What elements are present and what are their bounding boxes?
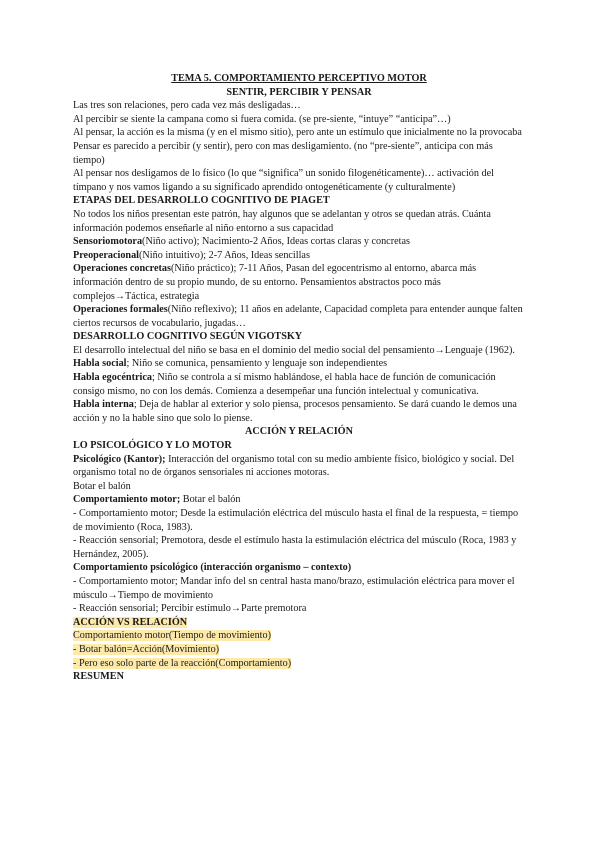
stage-term: Operaciones formales — [73, 304, 168, 316]
intro-line-5: Al pensar nos desligamos de lo físico (lo que “significa” un sonido filogenéticamente)… activación del tímpano y nos vamos ligando a su significado aprendido ontogenéticamente (y culturalmente) — [73, 168, 494, 193]
vs-item-text: - Botar balón=Acción(Movimiento) — [73, 643, 220, 655]
motor-term: Comportamiento motor; — [73, 494, 181, 506]
psico-item-2: - Reacción sensorial; Percibir estímulo→Parte premotora — [73, 603, 307, 615]
heading-psicologico-motor: LO PSICOLÓGICO Y LO MOTOR — [73, 440, 232, 452]
heading-accion-relacion: ACCIÓN Y RELACIÓN — [245, 426, 353, 438]
vs-item-3 — [73, 657, 525, 671]
intro-line-4: Pensar es parecido a percibir (y sentir), pero con mas desligamiento. (no “pre-siente”, anticipa con más tiempo) — [73, 140, 493, 166]
psico-term: Psicológico (Kantor); — [73, 453, 166, 465]
vs-item-text: Comportamiento motor(Tiempo de movimiento) — [73, 630, 271, 642]
heading-piaget: ETAPAS DEL DESARROLLO COGNITIVO DE PIAGET — [73, 195, 330, 207]
comportamiento-motor — [73, 493, 525, 507]
intro-line-2: Al percibir se siente la campana como si fuera comida. (se pre-siente, “intuye” “anticipa”…) — [73, 113, 451, 125]
vs-item-text: - Pero eso solo parte de la reacción(Comportamiento) — [73, 657, 292, 669]
comportamiento-psicologico: Comportamiento psicológico (interacción organismo – contexto) — [73, 562, 352, 574]
intro-line-3: Al pensar, la acción es la misma (y en el mismo sitio), pero ante un estímulo que inicialmente no la provocaba — [73, 127, 522, 139]
botar-balon: Botar el balón — [73, 480, 131, 492]
heading-resumen: RESUMEN — [73, 671, 124, 683]
psicologico-kantor — [73, 453, 525, 480]
habla-egocentrica — [73, 371, 525, 398]
stage-text: (Niño reflexivo); 11 años en adelante, Capacidad completa para entender aunque falten ciertos recursos de vocabulario, jugadas… — [73, 304, 523, 329]
stage-term: Preoperacional — [73, 249, 140, 261]
intro-line-1: Las tres son relaciones, pero cada vez más desligadas… — [73, 100, 301, 112]
psico-item-1: - Comportamiento motor; Mandar info del sn central hasta mano/brazo, estimulación eléctrica para mover el músculo→Tiempo de movimiento — [73, 575, 515, 601]
habla-text: ; Deja de hablar al exterior y solo piensa, procesos pensamiento. Se dará cuando le demos una acción y no la hable sino que solo lo piense. — [73, 399, 517, 424]
heading-accion-vs-relacion — [73, 616, 525, 630]
stage-text: (Niño activo); Nacimiento-2 Años, Ideas cortas claras y concretas — [142, 236, 410, 248]
stage-term: Sensoriomotora — [73, 236, 143, 248]
stage-preoperacional — [73, 249, 525, 263]
section-title-sentir: SENTIR, PERCIBIR Y PENSAR — [226, 86, 372, 98]
stage-formales — [73, 303, 525, 330]
motor-item-2: - Reacción sensorial; Premotora, desde el estímulo hasta la estimulación eléctrica del músculo (Roca, 1983 y Hernández, 2005). — [73, 535, 517, 560]
habla-text: ; Niño se comunica, pensamiento y lenguaje son independientes — [126, 358, 388, 370]
vs-item-2 — [73, 643, 525, 657]
piaget-intro: No todos los niños presentan este patrón, hay algunos que se adelantan y otros se quedan atrás. Cuánta información podemos enseñarle al niño entorno a sus capacidad — [73, 208, 491, 234]
stage-concretas — [73, 262, 525, 303]
vigotsky-intro: El desarrollo intelectual del niño se basa en el dominio del medio social del pensamiento→Lenguaje (1962). — [73, 344, 515, 356]
habla-text: ; Niño se controla a sí mismo hablándose, el habla hace de función de comunicación consigo mismo, no con los demás. Comienza a desempeñar una función intelectual y comunicativa. — [73, 372, 496, 397]
habla-interna — [73, 398, 525, 425]
stage-term: Operaciones concretas — [73, 263, 171, 275]
habla-term: Habla interna — [73, 399, 134, 411]
habla-term: Habla egocéntrica — [73, 372, 152, 384]
habla-term: Habla social — [73, 358, 127, 370]
psico-text: Interacción del organismo total con su medio ambiente físico, biológico y social. Del organismo total no de órganos sensoriales ni acciones motoras. — [73, 453, 515, 479]
motor-item-1: - Comportamiento motor; Desde la estimulación eléctrica del músculo hasta el final de la respuesta, = tiempo de movimiento (Roca, 1983). — [73, 508, 519, 533]
document-content — [73, 72, 525, 684]
stage-text: (Niño intuitivo); 2-7 Años, Ideas sencillas — [139, 249, 310, 261]
stage-text: (Niño práctico); 7-11 Años, Pasan del egocentrismo al entorno, abarca más información dentro de su propio mundo, de su entorno. Pensamientos abstractos poco más complejos→Táctica, estrategia — [73, 263, 477, 302]
habla-social — [73, 357, 525, 371]
vs-heading-text: ACCIÓN VS RELACIÓN — [73, 616, 188, 628]
heading-vigotsky: DESARROLLO COGNITIVO SEGÚN VIGOTSKY — [73, 331, 303, 343]
vs-item-1 — [73, 629, 525, 643]
stage-sensoriomotora — [73, 235, 525, 249]
page-title: TEMA 5. COMPORTAMIENTO PERCEPTIVO MOTOR — [171, 73, 427, 84]
motor-text: Botar el balón — [180, 494, 241, 506]
